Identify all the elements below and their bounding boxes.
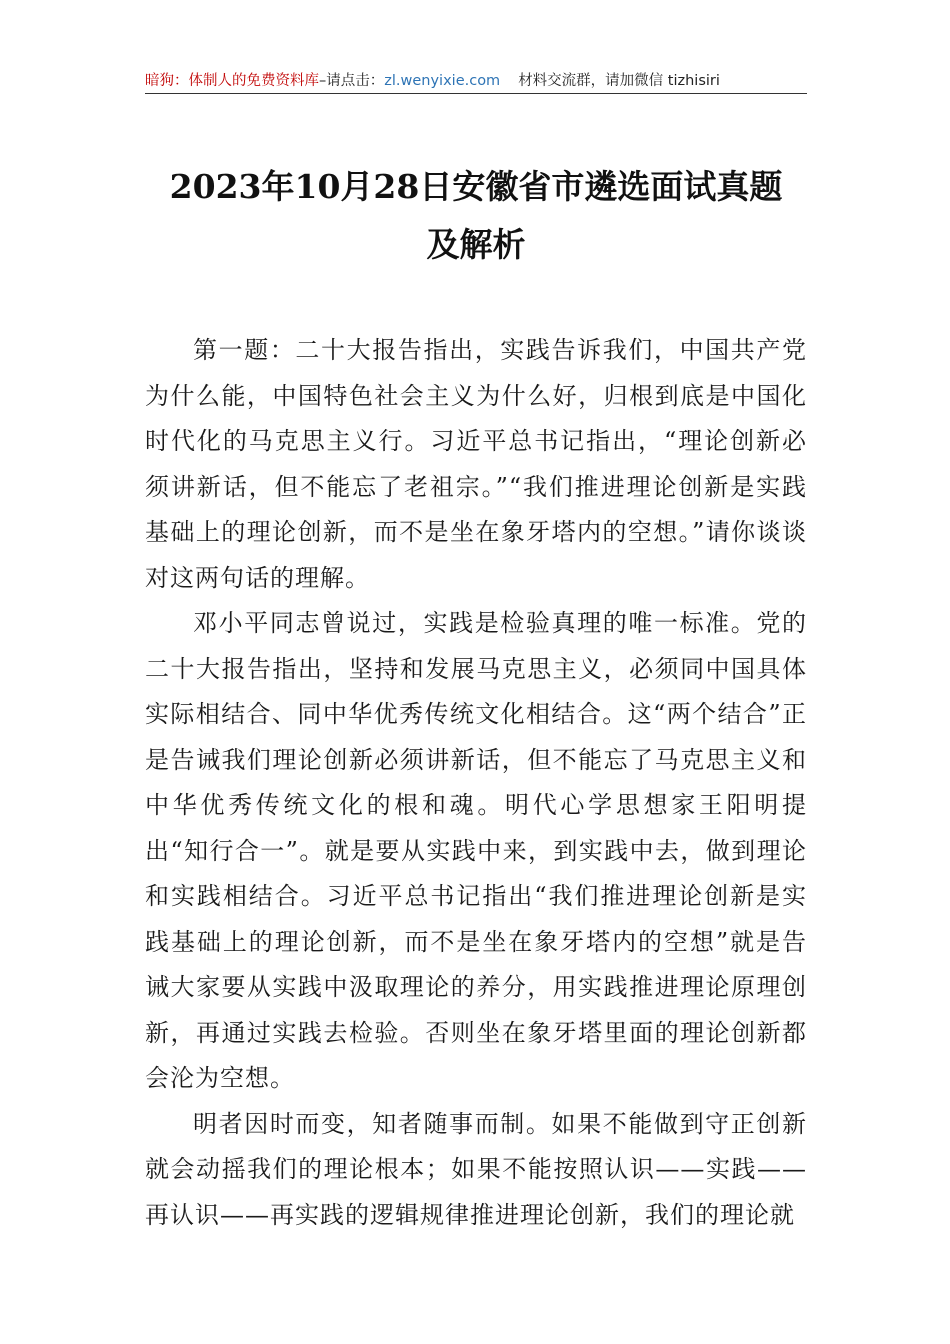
paragraph-answer-2: 明者因时而变，知者随事而制。如果不能做到守正创新就会动摇我们的理论根本；如果不能按照认识——实践——再认识——再实践的逻辑规律推进理论创新，我们的理论就 [145, 1109, 807, 1229]
header-contact-text: 材料交流群，请加微信 tizhisiri [518, 73, 720, 89]
document-title-line-2: 及解析 [426, 225, 526, 264]
document-title-line-1: 2023年10月28日安徽省市遴选面试真题 [169, 167, 783, 206]
document-title [145, 158, 807, 274]
header-website-link[interactable]: zl.wenyixie.com [384, 73, 501, 89]
document-body [145, 328, 807, 1238]
header-divider [145, 93, 807, 94]
paragraph-question-1: 第一题：二十大报告指出，实践告诉我们，中国共产党为什么能，中国特色社会主义为什么好，归根到底是中国化时代化的马克思主义行。习近平总书记指出，“理论创新必须讲新话，但不能忘了老祖宗。”“我们推进理论创新是实践基础上的理论创新，而不是坐在象牙塔内的空想。”请你谈谈对这两句话的理解。 [145, 336, 807, 592]
header-prompt-text: –请点击： [319, 73, 385, 89]
header-brand-text: 暗狗：体制人的免费资料库 [145, 73, 319, 89]
page-header [145, 70, 807, 92]
paragraph-answer-1: 邓小平同志曾说过，实践是检验真理的唯一标准。党的二十大报告指出，坚持和发展马克思主义，必须同中国具体实际相结合、同中华优秀传统文化相结合。这“两个结合”正是告诫我们理论创新必须讲新话，但不能忘了马克思主义和中华优秀传统文化的根和魂。明代心学思想家王阳明提出“知行合一”。就是要从实践中来，到实践中去，做到理论和实践相结合。习近平总书记指出“我们推进理论创新是实践基础上的理论创新，而不是坐在象牙塔内的空想”就是告诫大家要从实践中汲取理论的养分，用实践推进理论原理创新，再通过实践去检验。否则坐在象牙塔里面的理论创新都会沦为空想。 [145, 609, 807, 1092]
